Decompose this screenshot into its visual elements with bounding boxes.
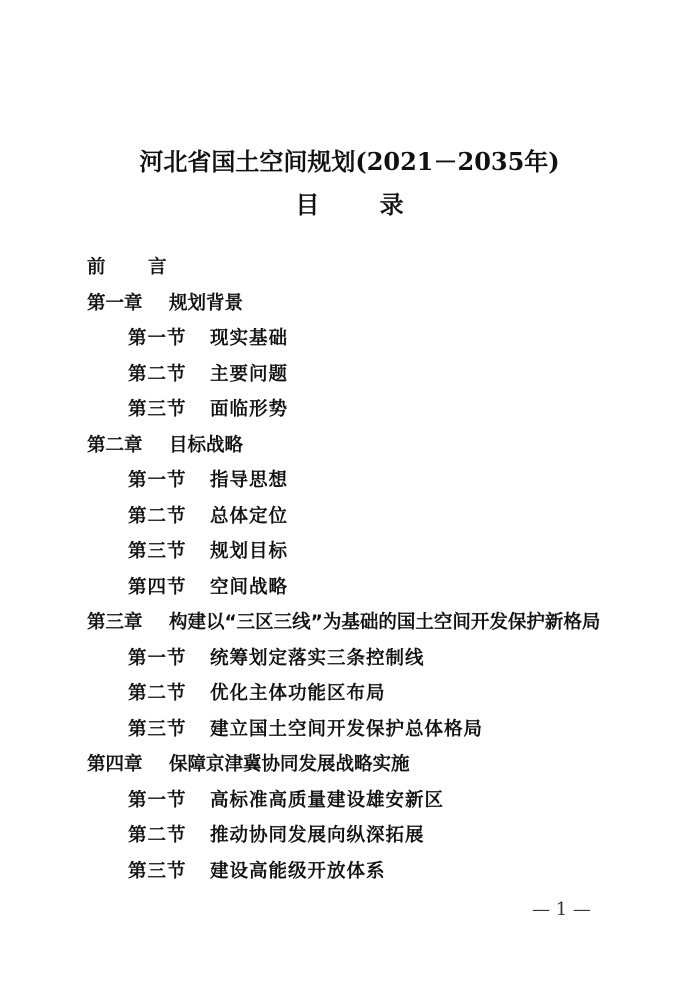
toc-section-3-1[interactable] <box>87 641 677 677</box>
section-title: 推动协同发展向纵深拓展 <box>210 825 425 846</box>
toc-section-3-3[interactable] <box>87 712 677 748</box>
chapter-title: 规划背景 <box>169 292 244 314</box>
section-title: 优化主体功能区布局 <box>210 683 386 704</box>
preface-label: 前 言 <box>87 257 185 278</box>
toc-section-2-1[interactable] <box>87 463 677 499</box>
section-number: 第一节 <box>128 328 187 349</box>
section-number: 第二节 <box>128 825 187 846</box>
section-title: 建设高能级开放体系 <box>210 860 386 882</box>
section-number: 第二节 <box>128 363 187 385</box>
document-title: 河北省国土空间规划(2021－2035年) <box>139 147 560 176</box>
section-number: 第二节 <box>128 505 187 527</box>
section-title: 指导思想 <box>210 470 289 491</box>
toc-heading: 目 录 <box>295 190 430 219</box>
section-title: 建立国土空间开发保护总体格局 <box>210 718 484 740</box>
section-title: 高标准高质量建设雄安新区 <box>210 789 445 811</box>
chapter-title: 保障京津冀协同发展战略实施 <box>169 754 410 775</box>
toc-section-3-2[interactable] <box>87 676 677 712</box>
toc-section-4-2[interactable] <box>87 818 677 854</box>
section-title: 面临形势 <box>210 399 289 420</box>
toc-chapter-1[interactable] <box>87 286 677 322</box>
section-number: 第一节 <box>128 470 187 491</box>
toc-section-2-4[interactable] <box>87 570 677 606</box>
toc-preface[interactable] <box>87 250 677 286</box>
chapter-number: 第二章 <box>87 434 143 456</box>
section-number: 第一节 <box>128 789 187 811</box>
toc-chapter-4[interactable] <box>87 747 677 783</box>
toc-chapter-3[interactable] <box>87 605 677 641</box>
section-number: 第三节 <box>128 541 187 562</box>
toc-section-1-2[interactable] <box>87 357 677 393</box>
toc-chapter-2[interactable] <box>87 428 677 464</box>
toc-section-1-1[interactable] <box>87 321 677 357</box>
section-number: 第四节 <box>128 576 187 598</box>
section-number: 第三节 <box>128 860 187 882</box>
section-number: 第二节 <box>128 683 187 704</box>
section-number: 第三节 <box>128 399 187 420</box>
chapter-title: 目标战略 <box>169 434 244 456</box>
toc-section-4-3[interactable] <box>87 854 677 890</box>
toc-section-2-2[interactable] <box>87 499 677 535</box>
chapter-number: 第三章 <box>87 612 143 633</box>
chapter-title: 构建以“三区三线”为基础的国土空间开发保护新格局 <box>169 612 601 633</box>
chapter-number: 第四章 <box>87 754 143 775</box>
section-title: 现实基础 <box>210 328 289 349</box>
toc-section-1-3[interactable] <box>87 392 677 428</box>
section-title: 主要问题 <box>210 363 289 385</box>
section-number: 第三节 <box>128 718 187 740</box>
chapter-number: 第一章 <box>87 292 143 314</box>
section-number: 第一节 <box>128 647 187 669</box>
toc-section-2-3[interactable] <box>87 534 677 570</box>
page-number: — 1 — <box>532 899 591 920</box>
section-title: 总体定位 <box>210 505 289 527</box>
section-title: 空间战略 <box>210 576 289 598</box>
section-title: 规划目标 <box>210 541 289 562</box>
section-title: 统筹划定落实三条控制线 <box>210 647 425 669</box>
table-of-contents <box>87 250 677 889</box>
toc-section-4-1[interactable] <box>87 783 677 819</box>
